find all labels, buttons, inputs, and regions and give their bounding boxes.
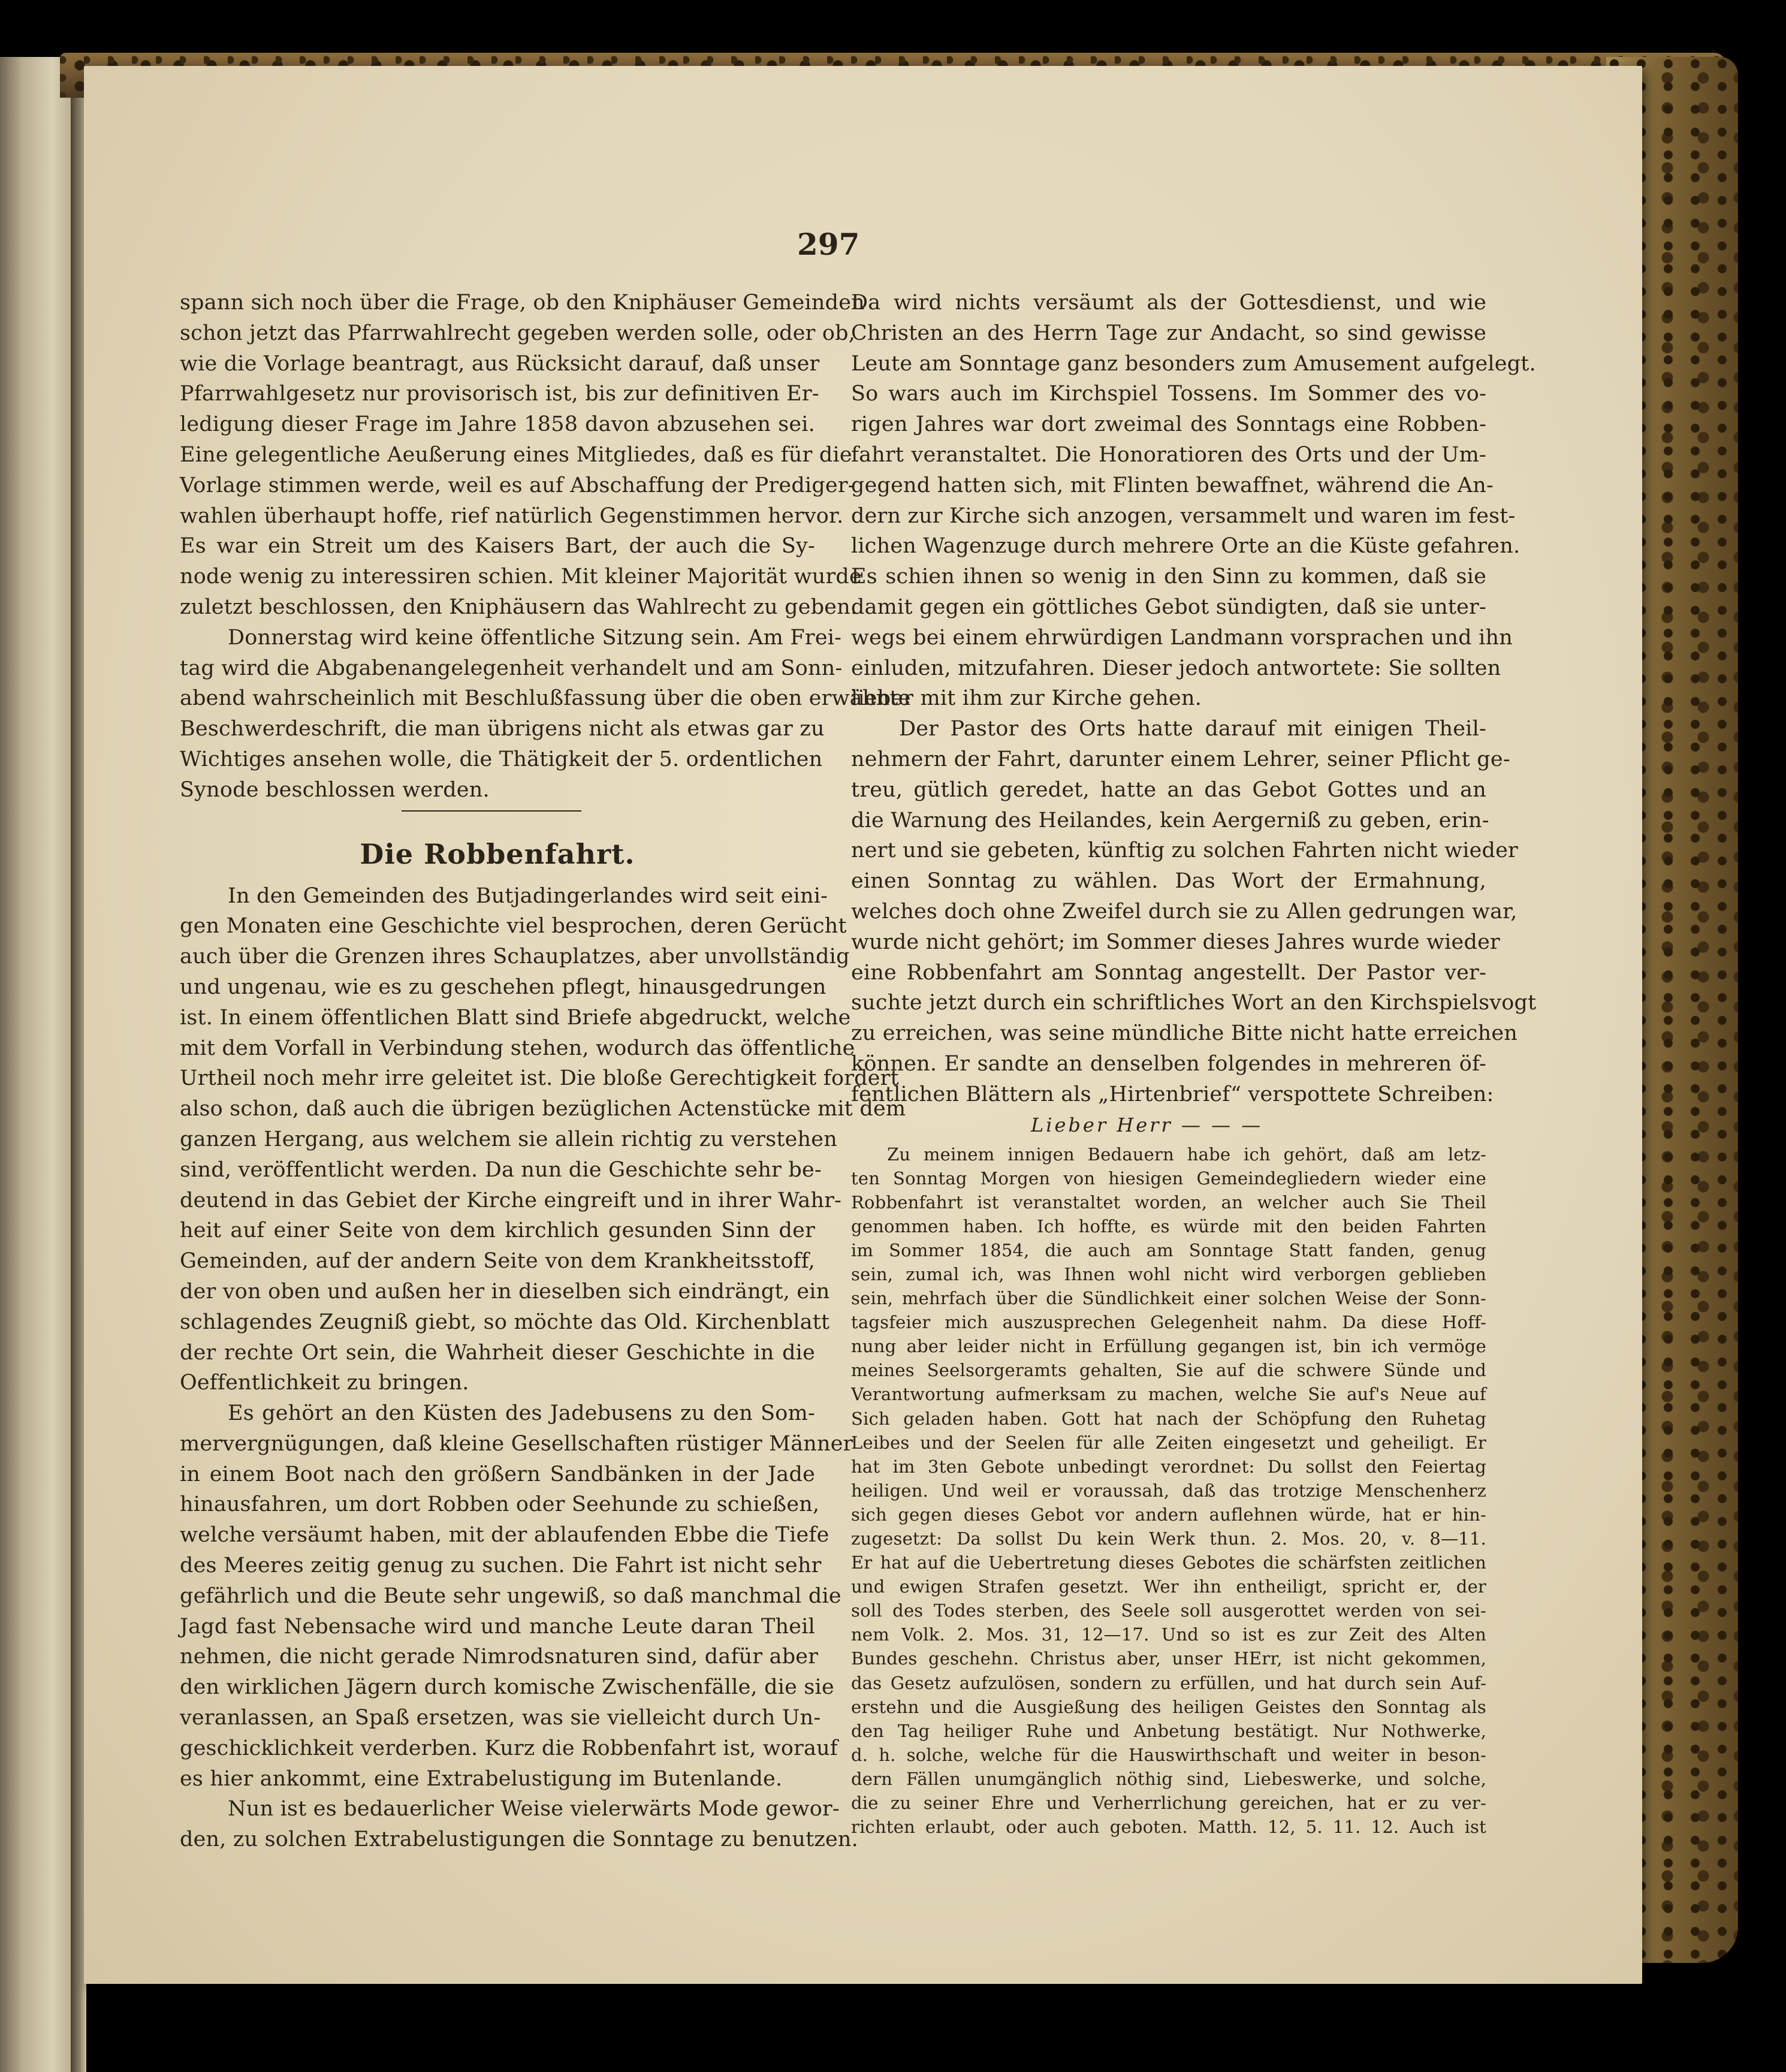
text-line: damit gegen ein göttliches Gebot sündigten, daß sie unter-: [851, 595, 1486, 619]
text-line: nehmen, die nicht gerade Nimrodsnaturen sind, dafür aber: [180, 1645, 819, 1669]
text-line: die Warnung des Heilandes, kein Aergerniß zu geben, erin-: [851, 808, 1489, 833]
text-line: sind, veröffentlicht werden. Da nun die Geschichte sehr be-: [180, 1157, 822, 1182]
text-line: Zu meinem innigen Bedauern habe ich gehört, daß am letz-: [887, 1144, 1486, 1165]
text-line: Urtheil noch mehr irre geleitet ist. Die bloße Gerechtigkeit fordert: [180, 1066, 899, 1091]
text-line: wurde nicht gehört; im Sommer dieses Jahres wurde wieder: [851, 930, 1500, 954]
text-line: gegend hatten sich, mit Flinten bewaffnet, während die An-: [851, 473, 1494, 497]
left-column: [180, 288, 911, 1855]
section-divider: [180, 806, 815, 827]
text-line: sich gegen dieses Gebot vor andern auflehnen würde, hat er hin-: [851, 1504, 1486, 1525]
text-line: des Meeres zeitig genug zu suchen. Die Fahrt ist nicht sehr: [180, 1554, 822, 1578]
text-line: fahrt veranstaltet. Die Honoratioren des Orts und der Um-: [851, 442, 1486, 467]
text-line: einluden, mitzufahren. Dieser jedoch antwortete: Sie sollten: [851, 656, 1501, 680]
text-line: der rechte Ort sein, die Wahrheit dieser Geschichte in die: [180, 1340, 815, 1365]
text-line: Der Pastor des Orts hatte darauf mit einigen Theil-: [899, 717, 1486, 741]
text-line: zu erreichen, was seine mündliche Bitte nicht hatte erreichen: [851, 1021, 1518, 1046]
text-line: und ewigen Strafen gesetzt. Wer ihn entheiligt, spricht er, der: [851, 1576, 1486, 1597]
text-line: mit dem Vorfall in Verbindung stehen, wodurch das öffentliche: [180, 1036, 855, 1060]
text-line: Donnerstag wird keine öffentliche Sitzung sein. Am Frei-: [228, 625, 842, 650]
text-line: genommen haben. Ich hoffte, es würde mit den beiden Fahrten: [851, 1216, 1486, 1236]
paragraph-5: [180, 1794, 858, 1855]
text-line: node wenig zu interessiren schien. Mit kleiner Majorität wurde: [180, 565, 862, 589]
section-heading: Die Robbenfahrt.: [360, 837, 635, 870]
text-line: einen Sonntag zu wählen. Das Wort der Ermahnung,: [851, 869, 1486, 894]
text-line: ten Sonntag Morgen von hiesigen Gemeindegliedern wieder eine: [851, 1168, 1486, 1189]
paragraph-1: [180, 288, 865, 623]
text-line: auch über die Grenzen ihres Schauplatzes, aber unvollständig: [180, 945, 850, 969]
text-line: Christen an des Herrn Tage zur Andacht, so sind gewisse: [851, 321, 1486, 345]
paragraph-2: [851, 714, 1537, 1109]
text-line: meines Seelsorgeramts gehalten, Sie auf die schwere Sünde und: [851, 1360, 1486, 1381]
text-line: ganzen Hergang, aus welchem sie allein richtig zu verstehen: [180, 1127, 837, 1151]
text-line: die zu seiner Ehre und Verherrlichung gereichen, hat er zu ver-: [851, 1793, 1486, 1814]
text-line: Gemeinden, auf der andern Seite von dem Krankheitsstoff,: [180, 1249, 815, 1274]
text-line: Es gehört an den Küsten des Jadebusens zu den Som-: [228, 1401, 815, 1426]
text-line: wie die Vorlage beantragt, aus Rücksicht darauf, daß unser: [180, 351, 820, 376]
text-line: zuletzt beschlossen, den Kniphäusern das Wahlrecht zu geben.: [180, 595, 858, 619]
text-line: d. h. solche, welche für die Hauswirthschaft und weiter in beson-: [851, 1744, 1486, 1765]
paragraph-3: [180, 881, 906, 1399]
text-line: hinausfahren, um dort Robben oder Seehunde zu schießen,: [180, 1492, 820, 1517]
text-line: Eine gelegentliche Aeußerung eines Mitgliedes, daß es für die: [180, 442, 852, 467]
text-line: können. Er sandte an denselben folgendes in mehreren öf-: [851, 1051, 1486, 1076]
text-line: tagsfeier mich auszusprechen Gelegenheit nahm. Da diese Hoff-: [851, 1312, 1486, 1333]
text-line: und ungenau, wie es zu geschehen pflegt, hinausgedrungen: [180, 975, 826, 999]
text-line: in einem Boot nach den größern Sandbänken in der Jade: [180, 1462, 815, 1486]
text-line: Leute am Sonntage ganz besonders zum Amusement aufgelegt.: [851, 351, 1536, 376]
paragraph-4: [180, 1398, 853, 1794]
text-line: wahlen überhaupt hoffe, rief natürlich Gegenstimmen hervor.: [180, 503, 844, 528]
text-line: schon jetzt das Pfarrwahlrecht gegeben werden solle, oder ob,: [180, 321, 856, 345]
text-line: ist. In einem öffentlichen Blatt sind Briefe abgedruckt, welche: [180, 1005, 851, 1030]
text-line: es hier ankommt, eine Extrabelustigung im Butenlande.: [180, 1766, 783, 1791]
text-line: suchte jetzt durch ein schriftliches Wort an den Kirchspielsvogt: [851, 991, 1537, 1015]
text-line: welche versäumt haben, mit der ablaufenden Ebbe die Tiefe: [180, 1523, 829, 1548]
text-line: den, zu solchen Extrabelustigungen die Sonntage zu benutzen.: [180, 1827, 858, 1852]
right-column: [851, 288, 1537, 1839]
text-line: In den Gemeinden des Butjadingerlandes wird seit eini-: [228, 883, 828, 908]
text-line: nung aber leider nicht in Erfüllung gegangen ist, bin ich vermöge: [851, 1336, 1486, 1357]
text-line: der von oben und außen her in dieselben sich eindrängt, ein: [180, 1279, 830, 1304]
text-line: dern Fällen unumgänglich nöthig sind, Liebeswerke, und solche,: [851, 1768, 1486, 1789]
text-line: den wirklichen Jägern durch komische Zwischenfälle, die sie: [180, 1675, 834, 1700]
text-line: Robbenfahrt ist veranstaltet worden, an welcher auch Sie Theil: [851, 1192, 1486, 1213]
text-line: Es schien ihnen so wenig in den Sinn zu kommen, daß sie: [851, 565, 1486, 589]
text-line: Da wird nichts versäumt als der Gottesdienst, und wie: [851, 291, 1486, 315]
text-line: Es war ein Streit um des Kaisers Bart, der auch die Sy-: [180, 534, 815, 559]
text-line: heit auf einer Seite von dem kirchlich gesunden Sinn der: [180, 1219, 815, 1243]
text-line: Wichtiges ansehen wolle, die Thätigkeit der 5. ordentlichen: [180, 747, 823, 771]
text-line: So wars auch im Kirchspiel Tossens. Im Sommer des vo-: [851, 382, 1486, 406]
page-number: 297: [797, 227, 860, 262]
paragraph-1: [851, 288, 1536, 714]
text-line: spann sich noch über die Frage, ob den Kniphäuser Gemeinden: [180, 291, 865, 315]
text-line: eine Robbenfahrt am Sonntag angestellt. Der Pastor ver-: [851, 960, 1486, 985]
text-line: Bundes geschehn. Christus aber, unser HErr, ist nicht gekommen,: [851, 1648, 1486, 1669]
text-line: den Tag heiliger Ruhe und Anbetung bestätigt. Nur Nothwerke,: [851, 1720, 1486, 1741]
text-line: Beschwerdeschrift, die man übrigens nicht als etwas gar zu: [180, 717, 825, 741]
text-line: das Gesetz aufzulösen, sondern zu erfüllen, und hat durch sein Auf-: [851, 1672, 1486, 1693]
text-line: Synode beschlossen werden.: [180, 777, 490, 802]
text-line: tag wird die Abgabenangelegenheit verhandelt und am Sonn-: [180, 656, 843, 680]
text-line: fentlichen Blättern als „Hirtenbrief“ verspottete Schreiben:: [851, 1082, 1494, 1106]
text-line: Vorlage stimmen werde, weil es auf Abschaffung der Prediger-: [180, 473, 855, 497]
text-line: Oeffentlichkeit zu bringen.: [180, 1371, 469, 1395]
text-line: dern zur Kirche sich anzogen, versammelt und waren im fest-: [851, 503, 1516, 528]
text-line: deutend in das Gebiet der Kirche eingreift und in ihrer Wahr-: [180, 1188, 842, 1213]
text-line: ledigung dieser Frage im Jahre 1858 davon abzusehen sei.: [180, 412, 815, 437]
text-line: Er hat auf die Uebertretung dieses Gebotes die schärfsten zeitlichen: [851, 1552, 1486, 1573]
text-line: heiligen. Und weil er voraussah, daß das trotzige Menschenherz: [851, 1480, 1486, 1501]
paragraph-2: [180, 623, 911, 806]
text-line: also schon, daß auch die übrigen bezüglichen Actenstücke mit dem: [180, 1097, 906, 1121]
text-line: schlagendes Zeugniß giebt, so möchte das Old. Kirchenblatt: [180, 1310, 830, 1334]
letter-text: [851, 1142, 1486, 1839]
text-line: mervergnügungen, daß kleine Gesellschaften rüstiger Männer: [180, 1431, 853, 1456]
text-line: Jagd fast Nebensache wird und manche Leute daran Theil: [180, 1614, 815, 1639]
text-line: richten erlaubt, oder auch geboten. Matth. 12, 5. 11. 12. Auch ist: [851, 1817, 1486, 1838]
text-line: sein, zumal ich, was Ihnen wohl nicht wird verborgen geblieben: [851, 1263, 1486, 1284]
text-line: Leibes und der Seelen für alle Zeiten eingesetzt und geheiligt. Er: [851, 1432, 1486, 1453]
letter-salutation: Lieber Herr — — —: [1031, 1113, 1263, 1136]
text-line: veranlassen, an Spaß ersetzen, was sie vielleicht durch Un-: [180, 1706, 821, 1730]
text-line: welches doch ohne Zweifel durch sie zu Allen gedrungen war,: [851, 899, 1518, 924]
text-line: nert und sie gebeten, künftig zu solchen Fahrten nicht wieder: [851, 839, 1518, 863]
text-line: gefährlich und die Beute sehr ungewiß, so daß manchmal die: [180, 1584, 841, 1608]
text-line: rigen Jahres war dort zweimal des Sonntags eine Robben-: [851, 412, 1486, 437]
text-line: nehmern der Fahrt, darunter einem Lehrer, seiner Pflicht ge-: [851, 747, 1510, 771]
text-line: gen Monaten eine Geschichte viel besprochen, deren Gerücht: [180, 914, 847, 939]
text-line: erstehn und die Ausgießung des heiligen Geistes den Sonntag als: [851, 1696, 1486, 1717]
text-line: im Sommer 1854, die auch am Sonntage Statt fanden, genug: [851, 1239, 1486, 1260]
text-line: zugesetzt: Da sollst Du kein Werk thun. 2. Mos. 20, v. 8—11.: [851, 1528, 1486, 1549]
text-line: sein, mehrfach über die Sündlichkeit einer solchen Weise der Sonn-: [851, 1288, 1486, 1309]
text-line: Sich geladen haben. Gott hat nach der Schöpfung den Ruhetag: [851, 1408, 1486, 1429]
text-line: abend wahrscheinlich mit Beschlußfassung über die oben erwähnte: [180, 686, 911, 711]
text-line: Verantwortung aufmerksam zu machen, welche Sie auf's Neue auf: [851, 1384, 1486, 1405]
text-line: lieber mit ihm zur Kirche gehen.: [851, 686, 1202, 711]
text-line: geschicklichkeit verderben. Kurz die Robbenfahrt ist, worauf: [180, 1736, 838, 1760]
text-line: Nun ist es bedauerlicher Weise vielerwärts Mode gewor-: [228, 1797, 840, 1821]
previous-page-edge: [0, 57, 75, 2072]
text-line: wegs bei einem ehrwürdigen Landmann vorsprachen und ihn: [851, 625, 1513, 650]
text-line: treu, gütlich geredet, hatte an das Gebot Gottes und an: [851, 777, 1486, 802]
text-line: lichen Wagenzuge durch mehrere Orte an die Küste gefahren.: [851, 534, 1520, 559]
text-line: soll des Todes sterben, des Seele soll ausgerottet werden von sei-: [851, 1600, 1486, 1621]
text-line: Pfarrwahlgesetz nur provisorisch ist, bis zur definitiven Er-: [180, 382, 819, 406]
text-line: hat im 3ten Gebote unbedingt verordnet: Du sollst den Feiertag: [851, 1456, 1486, 1477]
text-line: nem Volk. 2. Mos. 31, 12—17. Und so ist es zur Zeit des Alten: [851, 1624, 1486, 1645]
